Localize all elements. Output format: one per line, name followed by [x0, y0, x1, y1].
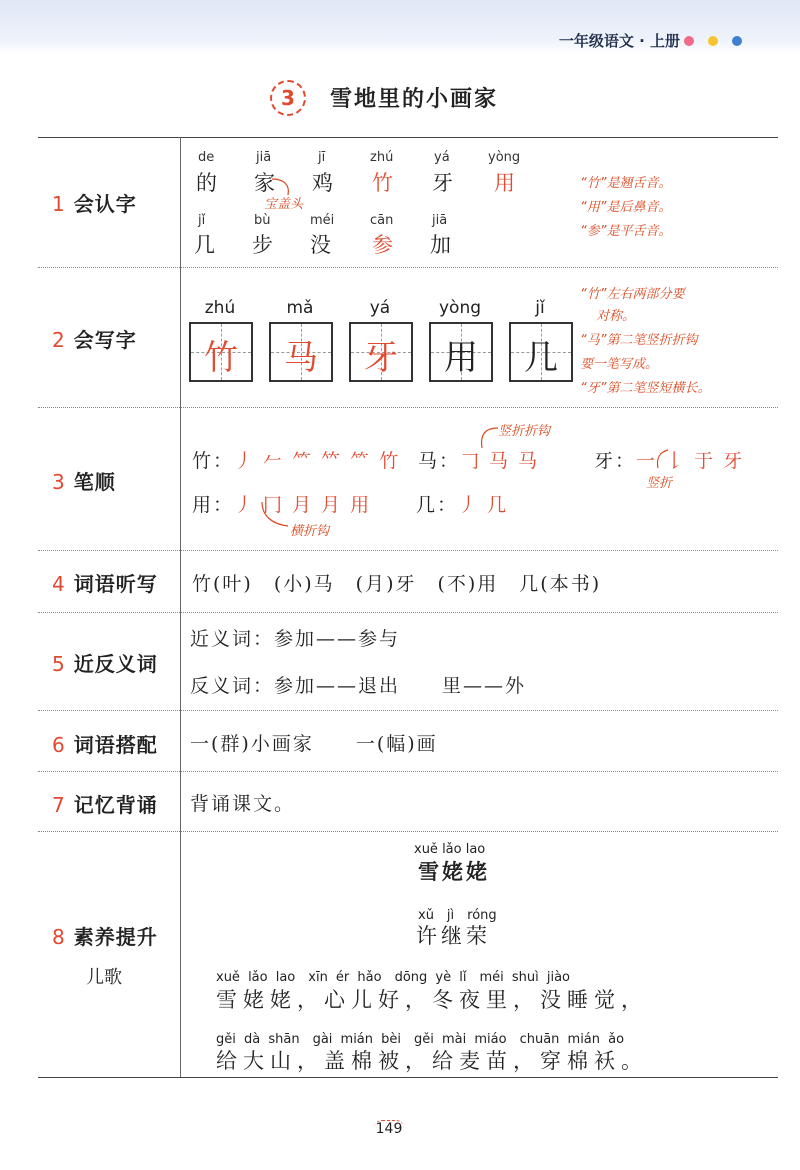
yellow-dot-icon	[708, 36, 718, 46]
note: “牙”第二笔竖短横长。	[580, 381, 711, 396]
section-8-label: 8 素养提升	[52, 925, 158, 949]
pinyin: jiā	[432, 213, 448, 228]
poem-line-pinyin: xuě lǎo lao xīn ér hǎo dōng yè lǐ méi shuì jiào	[216, 970, 570, 985]
character: 参	[372, 233, 393, 257]
lesson-title: 雪地里的小画家	[330, 87, 499, 112]
poem-line-pinyin: gěi dà shān gài mián bèi gěi mài miáo chuān mián ǎo	[216, 1032, 625, 1047]
poem-title: 雪姥姥	[418, 860, 490, 884]
stroke-annotation: 竖折	[646, 476, 673, 491]
poem-title-pinyin: xuě lǎo lao	[414, 842, 486, 857]
stroke-order-ya: 牙：一 𠄌 于 牙	[594, 450, 745, 472]
annotation-arrow-icon	[270, 175, 300, 199]
poem-author: 许继荣	[416, 924, 491, 948]
row-divider	[38, 407, 778, 408]
lesson-number: 3	[270, 80, 306, 116]
column-divider	[180, 137, 181, 1077]
section-8-sublabel: 儿歌	[86, 967, 122, 988]
annotation-arrow-icon	[474, 424, 500, 452]
writing-box: 牙	[349, 322, 413, 382]
writing-box: 用	[429, 322, 493, 382]
character: 步	[252, 233, 273, 257]
section-6-label: 6 词语搭配	[52, 733, 158, 757]
pink-dot-icon	[684, 36, 694, 46]
character: 鸡	[312, 171, 333, 195]
section-4-label: 4 词语听写	[52, 572, 158, 596]
radical-annotation: 宝盖头	[264, 197, 304, 212]
word-collocation: 一(群)小画家 一(幅)画	[190, 733, 438, 755]
row-divider	[38, 267, 778, 268]
section-5-label: 5 近反义词	[52, 652, 158, 676]
character: 几	[194, 233, 215, 257]
row-divider	[38, 612, 778, 613]
pinyin: jǐ	[535, 298, 545, 318]
pinyin: yá	[434, 150, 450, 165]
writing-box: 竹	[189, 322, 253, 382]
character: 牙	[432, 171, 453, 195]
pinyin: zhú	[204, 298, 236, 318]
character: 的	[196, 171, 217, 195]
pinyin: zhú	[370, 150, 394, 165]
pinyin: jī	[318, 150, 326, 165]
note: “竹”左右两部分要	[580, 287, 685, 302]
character: 竹	[372, 171, 393, 195]
stroke-order-yong: 用：丿 冂 月 月 用	[192, 494, 372, 516]
pinyin: yòng	[438, 298, 482, 318]
stroke-order-ma: 马：𠃌 马 马	[418, 450, 540, 472]
row-divider	[38, 831, 778, 832]
section-1-label: 1 会认字	[52, 192, 137, 216]
writing-box: 几	[509, 322, 573, 382]
row-divider	[38, 710, 778, 711]
synonyms: 近义词：参加——参与	[190, 628, 401, 650]
pinyin: jǐ	[198, 213, 206, 228]
stroke-order-zhu: 竹：丿 𠂉 ⺮ 𥫗 ⺮ 竹	[192, 450, 401, 472]
section-7-label: 7 记忆背诵	[52, 793, 158, 817]
note: “竹”是翘舌音。	[580, 176, 672, 191]
table-top-rule	[38, 137, 778, 138]
section-3-label: 3 笔顺	[52, 470, 116, 494]
blue-dot-icon	[732, 36, 742, 46]
poem-line: 给大山，盖棉被，给麦苗，穿棉袄。	[216, 1049, 648, 1073]
writing-box: 马	[269, 322, 333, 382]
stroke-annotation: 横折钩	[290, 524, 330, 539]
recitation-task: 背诵课文。	[190, 793, 296, 815]
character: 加	[430, 233, 451, 257]
note: “马”第二笔竖折折钩	[580, 333, 698, 348]
pinyin: jiā	[256, 150, 272, 165]
dictation-words: 竹(叶) (小)马 (月)牙 (不)用 几(本书)	[192, 573, 602, 595]
pinyin: cān	[370, 213, 394, 228]
header-band	[0, 0, 800, 55]
poem-author-pinyin: xǔ jì róng	[418, 908, 497, 923]
stroke-annotation: 竖折折钩	[498, 424, 551, 439]
page-number: 149	[375, 1121, 403, 1137]
row-divider	[38, 771, 778, 772]
book-title: 一年级语文 · 上册	[558, 32, 680, 50]
pinyin: yá	[369, 298, 391, 318]
annotation-arrow-icon	[258, 500, 290, 530]
character: 家	[254, 171, 275, 195]
pinyin: yòng	[488, 150, 521, 165]
poem-line: 雪姥姥，心儿好，冬夜里，没睡觉，	[216, 988, 648, 1012]
pinyin: bù	[254, 213, 271, 228]
note: 要一笔写成。	[580, 357, 659, 372]
character: 用	[494, 171, 515, 195]
antonyms: 反义词：参加——退出 里——外	[190, 675, 527, 697]
pinyin: de	[198, 150, 215, 165]
stroke-order-ji: 几：丿 几	[416, 494, 509, 516]
note: “参”是平舌音。	[580, 224, 672, 239]
character: 没	[310, 233, 331, 257]
note: 对称。	[596, 309, 636, 324]
section-2-label: 2 会写字	[52, 328, 137, 352]
row-divider	[38, 550, 778, 551]
annotation-arrow-icon	[652, 448, 678, 472]
pinyin: mǎ	[286, 298, 314, 318]
table-bottom-rule	[38, 1077, 778, 1078]
pinyin: méi	[310, 213, 335, 228]
note: “用”是后鼻音。	[580, 200, 672, 215]
